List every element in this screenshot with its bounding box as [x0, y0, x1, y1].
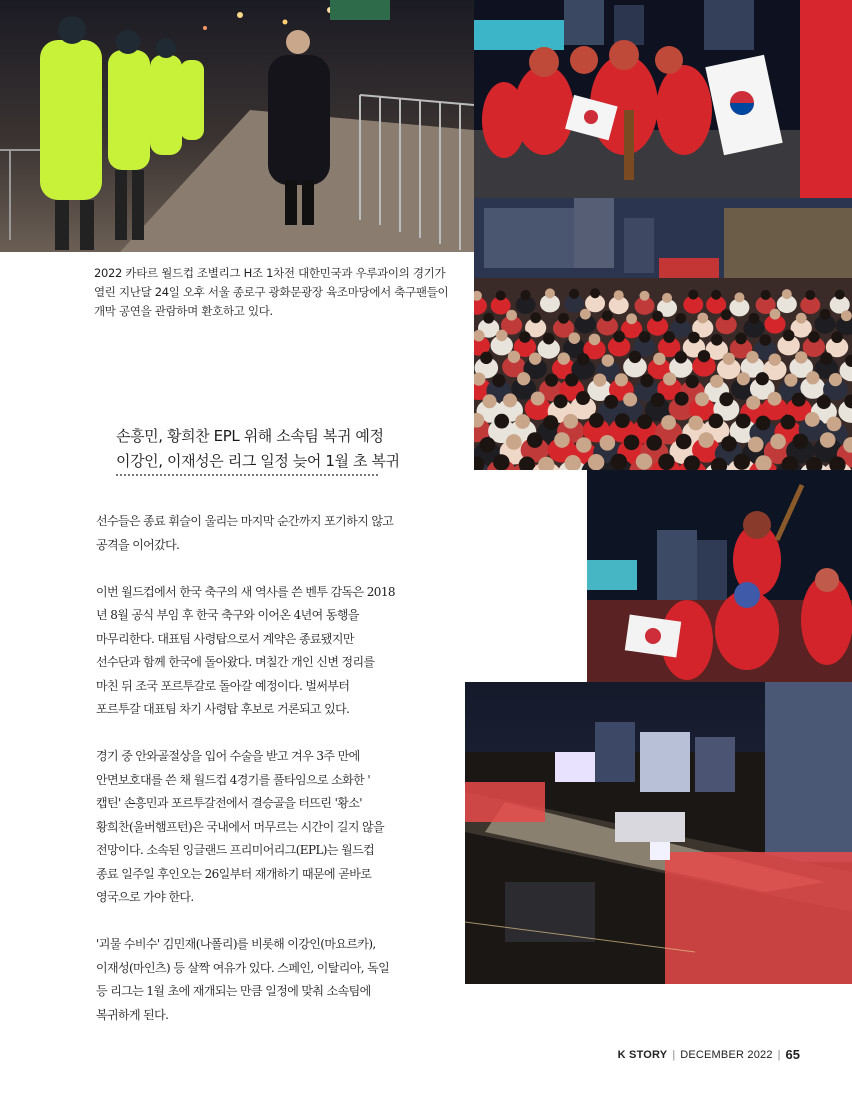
body-line: 이재성(마인츠) 등 살짝 여유가 있다. 스페인, 이탈리아, 독일	[96, 960, 390, 975]
body-line: '괴물 수비수' 김민재(나폴리)를 비롯해 이강인(마요르카),	[96, 937, 376, 951]
issue-date: DECEMBER 2022	[680, 1048, 773, 1061]
body-line: 마무리한다. 대표팀 사령탑으로서 계약은 종료됐지만	[96, 631, 354, 646]
photo-aerial-plaza	[465, 682, 852, 984]
body-paragraph-2	[96, 581, 426, 722]
caption-line: 열린 지난달 24일 오후 서울 종로구 광화문광장 육조마당에서 축구팬들이	[94, 285, 449, 299]
body-paragraph-3	[96, 745, 426, 910]
headline-line-2: 이강인, 이재성은 리그 일정 늦어 1월 초 복귀	[116, 452, 400, 470]
red-accent-bar	[800, 0, 852, 198]
magazine-brand: K STORY	[617, 1048, 668, 1061]
photo-caption	[94, 264, 462, 321]
body-line: 공격을 이어갔다.	[96, 537, 180, 552]
dotted-divider	[116, 474, 378, 476]
body-line: 캡틴' 손흥민과 포르투갈전에서 결승골을 터뜨린 '황소'	[96, 796, 362, 810]
body-line: 종료 일주일 후인오는 26일부터 재개하기 때문에 곧바로	[96, 866, 372, 881]
photo-fans-red	[474, 0, 800, 198]
photo-police-line	[0, 0, 474, 252]
headline-line-1: 손흥민, 황희찬 EPL 위해 소속팀 복귀 예정	[116, 427, 384, 445]
body-line: 포르투갈 대표팀 차기 사령탑 후보로 거론되고 있다.	[96, 702, 350, 716]
body-line: 년 8월 공식 부임 후 한국 축구와 이어온 4년여 동행을	[96, 608, 359, 622]
body-paragraph-1	[96, 510, 426, 557]
caption-line: 2022 카타르 월드컵 조별리그 H조 1차전 대한민국과 우루과이의 경기가	[94, 266, 446, 280]
body-line: 경기 중 안와골절상을 입어 수술을 받고 겨우 3주 만에	[96, 749, 360, 763]
footer-separator: |	[777, 1048, 781, 1061]
body-line: 등 리그는 1월 초에 재개되는 만큼 일정에 맞춰 소속팀에	[96, 984, 371, 998]
body-paragraph-4	[96, 933, 426, 1027]
footer-separator: |	[672, 1048, 676, 1061]
photo-crowd	[474, 198, 852, 470]
body-line: 영국으로 가야 한다.	[96, 890, 194, 904]
page-number: 65	[785, 1047, 800, 1062]
article-headline	[116, 424, 416, 474]
body-line: 선수들은 종료 휘슬이 울리는 마지막 순간까지 포기하지 않고	[96, 514, 394, 528]
body-line: 이번 월드컵에서 한국 축구의 새 역사를 쓴 벤투 감독은 2018	[96, 584, 395, 599]
body-line: 안면보호대를 쓴 채 월드컵 4경기를 풀타임으로 소화한 '	[96, 772, 371, 787]
body-line: 전망이다. 소속된 잉글랜드 프리미어리그(EPL)는 월드컵	[96, 843, 375, 857]
caption-line: 개막 공연을 관람하며 환호하고 있다.	[94, 304, 273, 318]
body-line: 복귀하게 된다.	[96, 1007, 169, 1022]
page-footer	[618, 1047, 800, 1062]
body-line: 황희찬(울버햄프턴)은 국내에서 머무르는 시간이 길지 않을	[96, 819, 385, 834]
photo-guitar-fan	[587, 470, 852, 682]
body-line: 선수단과 함께 한국에 돌아왔다. 며칠간 개인 신변 정리를	[96, 655, 375, 669]
article-body	[96, 510, 426, 1051]
body-line: 마친 뒤 조국 포르투갈로 돌아갈 예정이다. 벌써부터	[96, 678, 350, 693]
